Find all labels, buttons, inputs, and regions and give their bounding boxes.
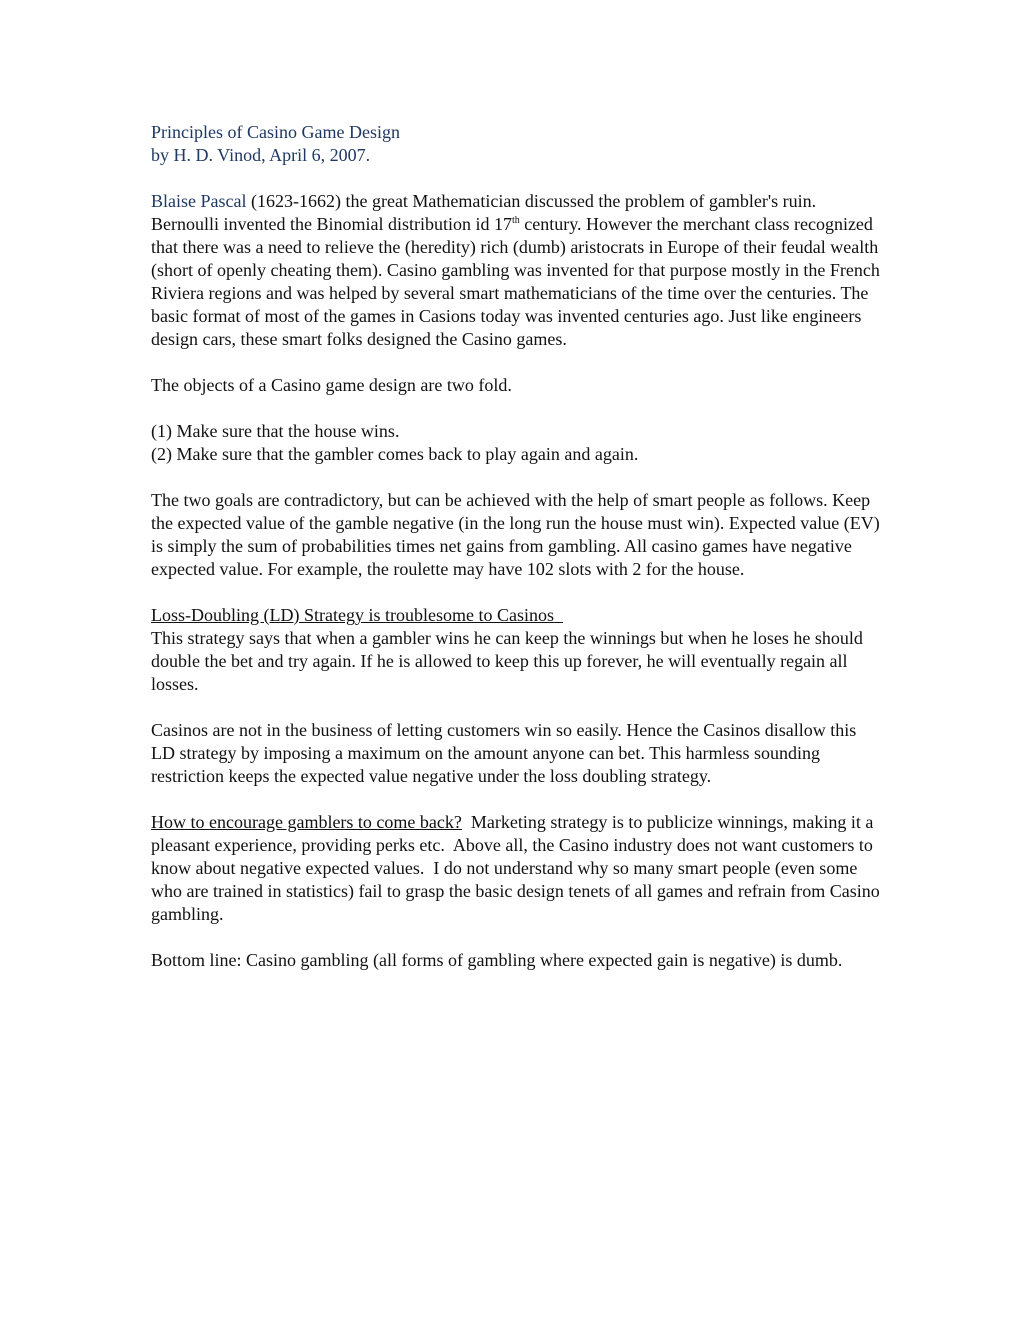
paragraph-objects: The objects of a Casino game design are two fold. [151, 375, 512, 395]
goals-list [151, 420, 881, 466]
loss-doubling-text: This strategy says that when a gambler wins he can keep the winnings but when he loses he should double the bet and try again. If he is allowed to keep this up forever, he will eventually regain all losses. [151, 628, 863, 694]
paragraph-pascal-text-a: (1623-1662) the great Mathematician discussed the problem of gambler's ruin. Bernoulli invented the Binomial distribution id 17 [151, 191, 817, 234]
document-byline: by H. D. Vinod, April 6, 2007. [151, 145, 371, 165]
encourage-heading: How to encourage gamblers to come back? [151, 812, 462, 832]
pascal-name: Blaise Pascal [151, 191, 247, 211]
title-block [151, 121, 881, 167]
section-loss-doubling [151, 604, 881, 696]
goal-item: (1) Make sure that the house wins. [151, 421, 400, 441]
section-encourage [151, 811, 885, 926]
paragraph-pascal [151, 190, 881, 351]
document-page [151, 121, 885, 995]
loss-doubling-heading: Loss-Doubling (LD) Strategy is troublesome to Casinos [151, 605, 563, 625]
encourage-text: Marketing strategy is to publicize winnings, making it a pleasant experience, providing perks etc. Above all, the Casino industry does not want customers to know about negative expected values. I do not understand why so many smart people (even some who are trained in statistics) fail to grasp the basic design tenets of all games and refrain from Casino gambling. [151, 812, 885, 924]
goal-item: (2) Make sure that the gambler comes back to play again and again. [151, 444, 639, 464]
paragraph-expected-value: The two goals are contradictory, but can be achieved with the help of smart people as follows. Keep the expected value of the gamble negative (in the long run the house must win). Expected value (EV) is simply the sum of probabilities times net gains from gambling. All casino games have negative expected value. For example, the roulette may have 102 slots with 2 for the house. [151, 490, 880, 579]
paragraph-casino-limits: Casinos are not in the business of letting customers win so easily. Hence the Casinos disallow this LD strategy by imposing a maximum on the amount anyone can bet. This harmless sounding restriction keeps the expected value negative under the loss doubling strategy. [151, 720, 857, 786]
paragraph-bottom-line: Bottom line: Casino gambling (all forms of gambling where expected gain is negative) is dumb. [151, 950, 843, 970]
document-title: Principles of Casino Game Design [151, 122, 400, 142]
paragraph-pascal-text-b: century. However the merchant class recognized that there was a need to relieve the (heredity) rich (dumb) aristocrats in Europe of their feudal wealth (short of openly cheating them). Casino gambling was invented for that purpose mostly in the French Riviera regions and was helped by several smart mathematicians of the time over the centuries. The basic format of most of the games in Casions today was invented centuries ago. Just like engineers design cars, these smart folks designed the Casino games. [151, 214, 880, 349]
superscript-th: th [511, 215, 520, 226]
